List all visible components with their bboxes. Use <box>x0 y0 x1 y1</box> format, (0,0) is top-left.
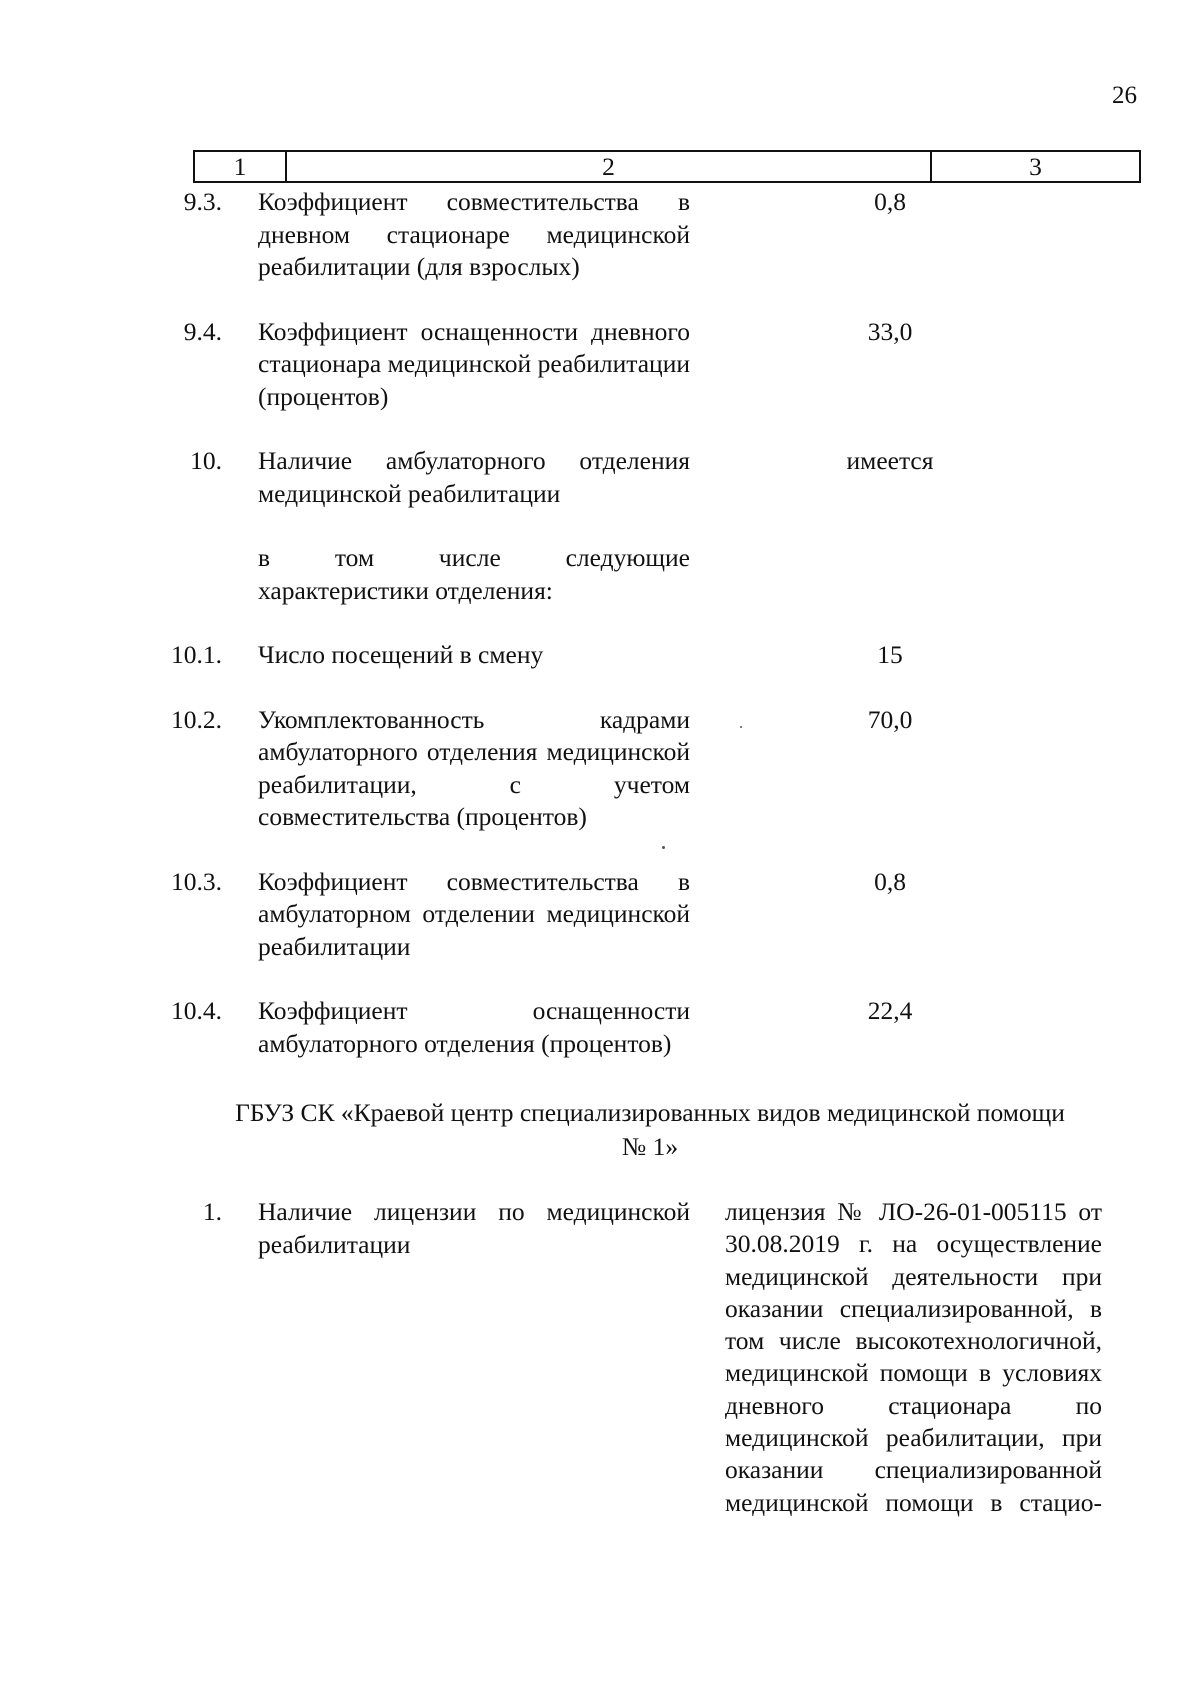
table-row <box>0 639 1200 672</box>
column-number-3: 3 <box>1029 152 1042 181</box>
table-row <box>0 316 1200 414</box>
row-value: 0,8 <box>874 187 906 216</box>
table-row <box>0 186 1200 284</box>
table-row <box>0 866 1200 964</box>
row-number: 1. <box>202 1197 222 1226</box>
row-value: 15 <box>877 640 903 669</box>
row-description: Наличие лицензии по медицинской реабилитации <box>258 1197 690 1259</box>
row-description: Наличие амбулаторного отделения медицинской реабилитации <box>258 446 690 508</box>
table-row <box>0 995 1200 1060</box>
row-value: лицензия № ЛО-26-01-005115 от 30.08.2019 г. на осуществление медицинской деятельности при оказании специализированной, в том числе высокотехнологичной, медицинской помощи в условиях дневного стационара по медицинской реабилитации, при оказании специализированной медицинской помощи в стацио- <box>725 1197 1102 1517</box>
row-number: 9.3. <box>183 187 222 216</box>
row-number: 10.1. <box>171 640 222 669</box>
row-description: Укомплектованность кадрами амбулаторного отделения медицинской реабилитации, с учетом совместительства (процентов) <box>258 704 690 831</box>
row-value <box>690 542 1050 607</box>
table-column-header <box>193 150 1141 183</box>
column-number-1: 1 <box>233 152 247 181</box>
row-number: 10. <box>190 446 222 475</box>
indicator-table <box>0 186 1200 1092</box>
row-value: 33,0 <box>867 316 913 346</box>
table-row <box>0 1196 1200 1519</box>
section-title: ГБУЗ СК «Краевой центр специализированных видов медицинской помощи № 1» <box>235 1098 1065 1161</box>
table-row <box>0 445 1200 510</box>
table-row <box>0 542 1200 607</box>
row-description: в том числе следующие характеристики отделения: <box>258 543 690 605</box>
organization-table <box>0 1196 1200 1519</box>
row-number: 10.2. <box>171 704 222 734</box>
row-number: 9.4. <box>183 316 222 346</box>
row-description: Число посещений в смену <box>258 640 544 669</box>
table-row <box>0 704 1200 834</box>
row-number: 10.3. <box>171 866 222 896</box>
row-description: Коэффициент совместительства в амбулаторном отделении медицинской реабилитации <box>258 866 690 961</box>
page-number: 26 <box>1112 82 1137 109</box>
row-value: 22,4 <box>867 996 913 1025</box>
scan-speck <box>740 726 742 728</box>
row-description: Коэффициент оснащенности амбулаторного отделения (процентов) <box>258 996 690 1058</box>
row-value: 0,8 <box>874 866 906 896</box>
column-number-2: 2 <box>602 152 615 181</box>
row-description: Коэффициент оснащенности дневного стационара медицинской реабилитации (процентов) <box>258 316 690 411</box>
scan-speck <box>662 846 665 849</box>
row-number: 10.4. <box>171 996 222 1025</box>
row-description: Коэффициент совместительства в дневном стационаре медицинской реабилитации (для взрослых) <box>258 187 690 281</box>
row-value: имеется <box>846 446 934 475</box>
row-value: 70,0 <box>867 704 913 734</box>
